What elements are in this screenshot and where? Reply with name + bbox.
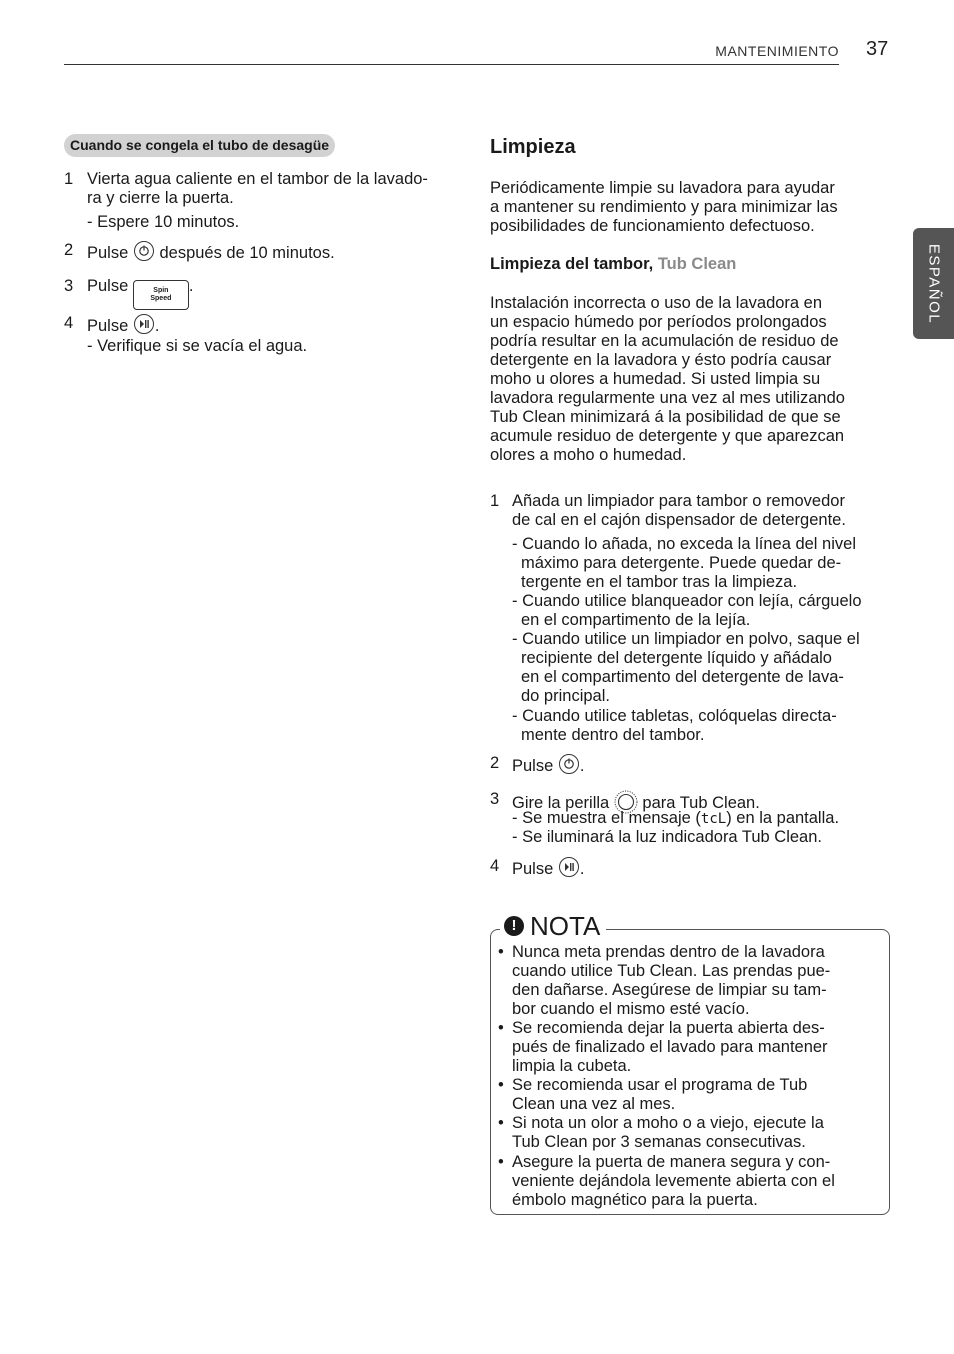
note-bullet-dot-3: • — [498, 1076, 504, 1094]
paragraph-line-3: podría resultar en la acumulación de residuo de — [490, 332, 839, 350]
right-step-2 — [512, 754, 584, 776]
note-5-line-1: Asegure la puerta de manera segura y con- — [512, 1153, 831, 1171]
right-step-4-number: 4 — [490, 857, 500, 875]
sub-c-line-4: do principal. — [521, 687, 610, 705]
left-step-2 — [87, 241, 335, 263]
left-step-4-post: . — [154, 317, 160, 335]
right-step-3-post: para Tub Clean. — [642, 794, 760, 812]
sub-a-line-2: máximo para detergente. Puede quedar de- — [521, 554, 842, 572]
start-pause-icon — [134, 314, 154, 334]
power-button-icon — [559, 754, 579, 774]
note-title — [500, 911, 606, 941]
left-step-3-pre: Pulse — [87, 277, 129, 295]
intro-line-2: a mantener su rendimiento y para minimizar las — [490, 198, 838, 216]
sub-c-line-3: en el compartimento del detergente de lava- — [521, 668, 844, 686]
header-rule — [64, 64, 839, 65]
paragraph-line-2: un espacio húmedo por períodos prolongados — [490, 313, 827, 331]
left-step-1-number: 1 — [64, 170, 74, 188]
note-4-line-1: Si nota un olor a moho o a viejo, ejecute la — [512, 1114, 824, 1132]
sub-d-bold: Cuando utilice tabletas, — [522, 707, 694, 725]
sub-d-line-1: - Cuando utilice tabletas, colóquelas directa- — [512, 707, 837, 725]
sub-b-rest: cárguelo — [793, 592, 862, 610]
language-tab-label: ESPAÑOL — [925, 243, 942, 324]
paragraph-line-1: Instalación incorrecta o uso de la lavadora en — [490, 294, 823, 312]
sub-b-line-2: en el compartimento de la lejía. — [521, 611, 751, 629]
left-step-4 — [87, 314, 159, 336]
note-1-line-3: den dañarse. Asegúrese de limpiar su tam- — [512, 981, 827, 999]
sub-d-rest: colóquelas directa- — [693, 707, 837, 725]
left-step-1-sub: - Espere 10 minutos. — [87, 213, 240, 231]
tcl-display-code: tcL — [700, 811, 727, 827]
left-step-4-pre: Pulse — [87, 317, 129, 335]
sub-c-line-2: recipiente del detergente líquido y añádalo — [521, 649, 832, 667]
left-step-1-line-1: Vierta agua caliente en el tambor de la lavado- — [87, 170, 428, 188]
left-step-4-number: 4 — [64, 314, 74, 332]
sub-a-line-3: tergente en el tambor tras la limpieza. — [521, 573, 798, 591]
note-bullet-dot-2: • — [498, 1019, 504, 1037]
intro-line-1: Periódicamente limpie su lavadora para ayudar — [490, 179, 835, 197]
right-step-2-number: 2 — [490, 754, 500, 772]
left-step-3 — [87, 277, 193, 310]
tub-clean-subheading-text: Limpieza del tambor, — [490, 255, 654, 273]
language-tab — [913, 228, 954, 339]
right-step-1-line-2: de cal en el cajón dispensador de detergente. — [512, 511, 846, 529]
start-pause-icon — [559, 857, 579, 877]
warning-icon: ! — [504, 916, 524, 936]
right-step-4 — [512, 857, 584, 879]
intro-line-3: posibilidades de funcionamiento defectuoso. — [490, 217, 815, 235]
note-2-line-2: pués de finalizado el lavado para mantener — [512, 1038, 828, 1056]
note-bullet-dot-5: • — [498, 1153, 504, 1171]
right-step-3-pre: Gire la perilla — [512, 794, 610, 812]
right-step-1-line-1: Añada un limpiador para tambor o removedor — [512, 492, 845, 510]
left-step-2-post: después de 10 minutos. — [159, 244, 335, 262]
sub-b-line-1: - Cuando utilice blanqueador con lejía, cárguelo — [512, 592, 862, 610]
note-title-text: NOTA — [530, 911, 601, 941]
sub-c-bold: Cuando utilice un limpiador en polvo, — [522, 630, 793, 648]
right-step-3-sub-1-pre: - Se muestra el mensaje ( — [512, 809, 701, 827]
note-5-line-2: veniente dejándola levemente abierta con el — [512, 1172, 835, 1190]
right-step-4-post: . — [579, 860, 585, 878]
left-step-1-line-2: ra y cierre la puerta. — [87, 189, 234, 207]
paragraph-line-6: lavadora regularmente una vez al mes utilizando — [490, 389, 845, 407]
paragraph-line-8: acumule residuo de detergente y que aparezcan — [490, 427, 845, 445]
note-3-line-2: Clean una vez al mes. — [512, 1095, 676, 1113]
note-1-line-1: Nunca meta prendas dentro de la lavadora — [512, 943, 825, 961]
sub-d-line-2: mente dentro del tambor. — [521, 726, 705, 744]
left-step-2-pre: Pulse — [87, 244, 129, 262]
note-bullet-dot-4: • — [498, 1114, 504, 1132]
paragraph-line-4: detergente en la lavadora y ésto podría causar — [490, 351, 832, 369]
paragraph-line-7: Tub Clean minimizará á la posibilidad de que se — [490, 408, 841, 426]
frozen-drain-title: Cuando se congela el tubo de desagüe — [64, 134, 335, 157]
sub-c-rest: saque el — [792, 630, 860, 648]
spin-speed-label-2: Speed — [150, 295, 172, 302]
right-step-4-pre: Pulse — [512, 860, 554, 878]
note-1-line-2: cuando utilice Tub Clean. Las prendas pue- — [512, 962, 831, 980]
right-step-2-post: . — [579, 757, 585, 775]
spin-speed-button-icon — [133, 280, 189, 310]
note-3-line-1: Se recomienda usar el programa de Tub — [512, 1076, 808, 1094]
note-5-line-3: émbolo magnético para la puerta. — [512, 1191, 758, 1209]
right-step-3-sub-2: - Se iluminará la luz indicadora Tub Clean. — [512, 828, 822, 846]
right-step-3-number: 3 — [490, 790, 500, 808]
spin-speed-label-1: Spin — [153, 287, 169, 294]
cleaning-heading: Limpieza — [490, 136, 576, 158]
header-section-title: MANTENIMIENTO — [715, 43, 839, 59]
left-step-3-number: 3 — [64, 277, 74, 295]
tub-clean-subheading — [490, 255, 736, 274]
right-step-3-sub-1 — [512, 809, 839, 829]
right-step-1-number: 1 — [490, 492, 500, 510]
left-step-2-number: 2 — [64, 241, 74, 259]
note-2-line-1: Se recomienda dejar la puerta abierta des- — [512, 1019, 825, 1037]
left-step-3-post: . — [188, 277, 194, 295]
note-1-line-4: bor cuando el mismo esté vacío. — [512, 1000, 750, 1018]
note-4-line-2: Tub Clean por 3 semanas consecutivas. — [512, 1133, 806, 1151]
paragraph-line-5: moho u olores a humedad. Si usted limpia su — [490, 370, 821, 388]
sub-a-line-1: - Cuando lo añada, no exceda la línea del nivel — [512, 535, 856, 553]
left-step-4-sub: - Verifique si se vacía el agua. — [87, 337, 308, 355]
right-step-2-pre: Pulse — [512, 757, 554, 775]
note-2-line-3: limpia la cubeta. — [512, 1057, 632, 1075]
page-number: 37 — [866, 38, 889, 60]
sub-c-line-1: - Cuando utilice un limpiador en polvo, saque el — [512, 630, 860, 648]
paragraph-line-9: olores a moho o humedad. — [490, 446, 687, 464]
tub-clean-accent: Tub Clean — [657, 255, 737, 273]
note-bullet-dot-1: • — [498, 943, 504, 961]
power-button-icon — [134, 241, 154, 261]
right-step-3-sub-1-post: ) en la pantalla. — [726, 809, 840, 827]
sub-b-bold: Cuando utilice blanqueador con lejía, — [522, 592, 794, 610]
